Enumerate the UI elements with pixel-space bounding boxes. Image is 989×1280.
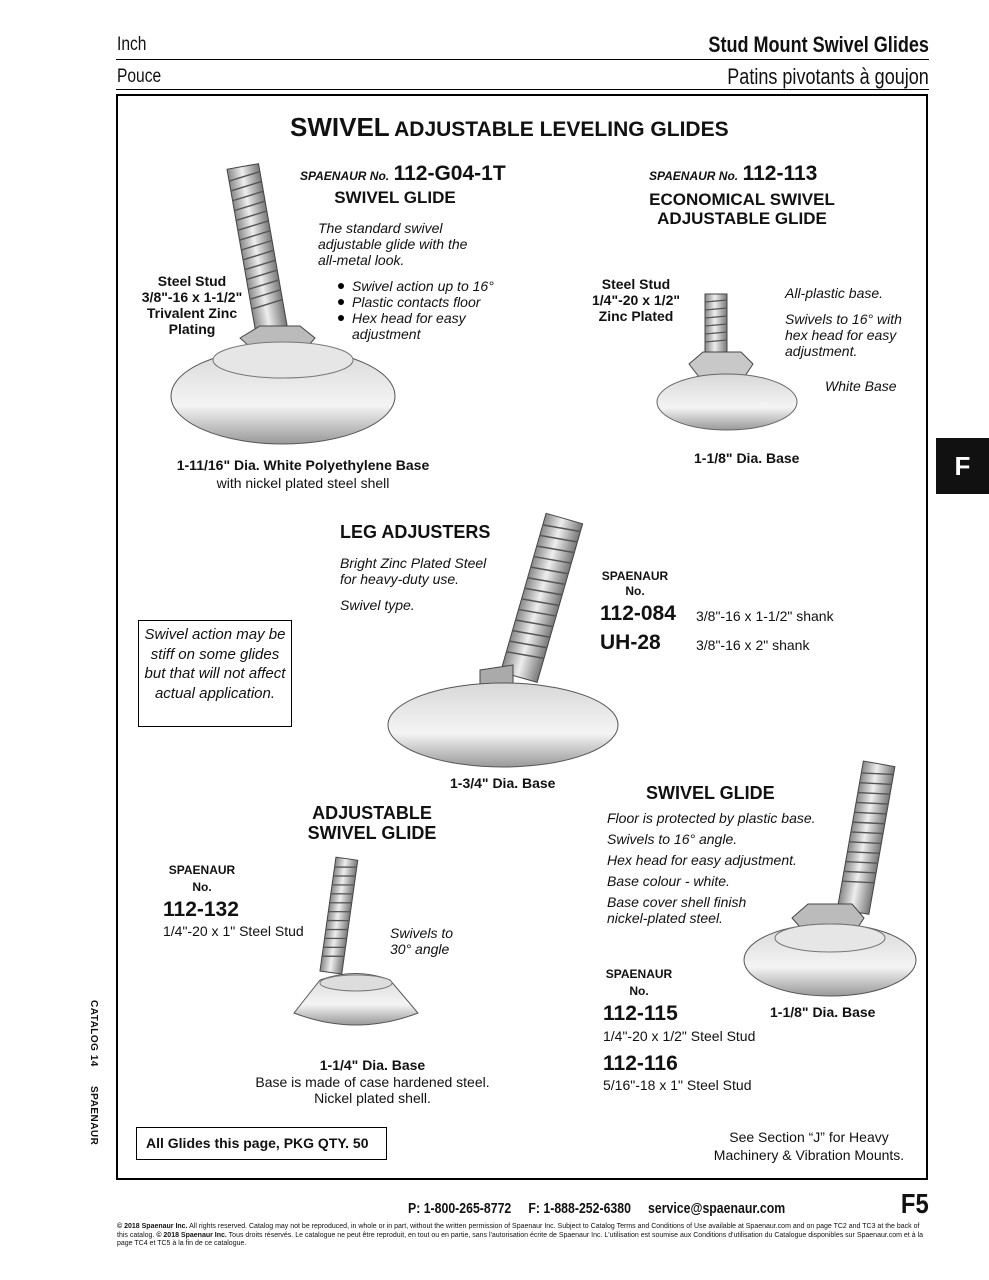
g2-stud-l1: Steel Stud [601,276,671,292]
side-brand-label: SPAENAUR [88,1086,99,1146]
g1-stud-l1: Steel Stud [157,273,227,289]
header-rule-top [116,59,929,60]
see-section-note: See Section “J” for Heavy Machinery & Vibration Mounts. [713,1129,905,1163]
leg-item-spec: 3/8"-16 x 2" shank [696,637,810,653]
sg-feature: Floor is protected by plastic base. [607,810,816,826]
leg-adjuster-image [385,510,625,780]
leg-prefix [596,569,674,599]
leg-base: 1-3/4" Dia. Base [450,775,556,791]
sg-prefix-l1: SPAENAUR [605,967,673,981]
leg-item-spec: 3/8"-16 x 1-1/2" shank [696,608,834,624]
sg-feature: Base colour - white. [607,873,730,889]
adj-spec: 1/4"-20 x 1" Steel Stud [163,923,304,939]
footer-legal [117,1223,932,1249]
footer-contact [408,1200,785,1217]
sg-feature: Base cover shell finish nickel-plated steel. [607,894,747,926]
g1-stud-spec [126,273,258,337]
leg-prefix-l2: No. [625,584,645,598]
g1-base-l1: 1-11/16" Dia. White Polyethylene Base [176,457,430,473]
sg-item-number: 112-116 [603,1052,678,1075]
adjustable-glide-image [290,855,440,1045]
g1-part-number [300,162,506,186]
g2-base: 1-1/8" Dia. Base [694,450,800,466]
g1-feature: Swivel action up to 16° [336,278,516,294]
g2-note2: Swivels to 16° with hex head for easy adjustment. [785,311,902,359]
g2-name [622,190,862,228]
g1-feature: Plastic contacts floor [336,294,516,310]
g1-feature-list [336,278,516,342]
phone-label: P: [408,1200,421,1217]
sg-base: 1-1/8" Dia. Base [770,1004,876,1020]
adj-base-l3: Nickel plated shell. [314,1090,431,1106]
adj-base-l1: 1-1/4" Dia. Base [319,1057,426,1073]
g1-base-info [150,456,456,492]
legal-text: All rights reserved. Catalog may not be reproduced, in whole or in part, without the written permission of Spaenaur Inc. Subject to Catalog Terms and Conditions of Use available at Spaenaur.com and on page TC2 and TC3 at the back of this catalog. [117,1223,920,1239]
adj-swivel-l2: 30° angle [390,941,450,957]
sg-item-number: 112-115 [603,1002,678,1025]
title-part2: ADJUSTABLE LEVELING GLIDES [394,118,729,141]
g1-stud-l3: Trivalent Zinc [146,305,238,321]
g1-feature: Hex head for easy adjustment [336,310,516,342]
page-number: F5 [901,1188,929,1219]
sg-feature: Hex head for easy adjustment. [607,852,797,868]
g2-stud-l2: 1/4"-20 x 1/2" [592,292,680,308]
email-link[interactable]: service@spaenaur.com [648,1200,786,1217]
adj-base-l2: Base is made of case hardened steel. [255,1073,490,1090]
note-box: Swivel action may be stiff on some glides but that will not affect actual application. [138,620,292,727]
leg-desc1: Bright Zinc Plated Steel for heavy-duty use. [340,555,487,587]
adj-title-l1: ADJUSTABLE [312,803,432,823]
g2-name-l2: ADJUSTABLE GLIDE [657,209,827,228]
adj-title [282,803,462,843]
g2-prefix: SPAENAUR No. [649,169,739,183]
leg-item-number: 112-084 [600,602,676,625]
g1-name: SWIVEL GLIDE [334,188,456,207]
sg-feature: Swivels to 16° angle. [607,831,738,847]
header-right-fr: Patins pivotants à goujon [727,64,929,89]
adj-base-info [230,1057,515,1107]
adj-prefix-l2: No. [192,880,212,894]
g2-stud-l3: Zinc Plated [598,308,674,324]
header-right-en: Stud Mount Swivel Glides [708,32,929,57]
swivel-glide-2-image [742,758,922,998]
adj-prefix [163,862,241,896]
sg-prefix [600,966,678,1000]
g2-note1: All-plastic base. [785,285,884,301]
leg-item-number: UH-28 [600,631,661,654]
legal-year: © 2018 Spaenaur Inc. [117,1223,188,1230]
phone-link[interactable]: 1-800-265-8772 [423,1200,512,1217]
g1-number: 112-G04-1T [393,162,506,185]
pkg-qty-box: All Glides this page, PKG QTY. 50 [136,1127,387,1160]
sg-item-spec: 5/16"-18 x 1" Steel Stud [603,1077,752,1093]
leg-title: LEG ADJUSTERS [340,522,491,542]
fax-label: F: [528,1200,540,1217]
page-title [290,112,729,143]
adj-title-l2: SWIVEL GLIDE [307,823,437,843]
g1-base-l2: with nickel plated steel shell [216,475,390,491]
header-left-en: Inch [117,34,147,55]
adj-number: 112-132 [163,898,239,921]
g1-stud-l2: 3/8"-16 x 1-1/2" [141,289,243,305]
section-tab[interactable]: F [936,438,989,494]
fax-number: 1-888-252-6380 [543,1200,631,1217]
sg-title: SWIVEL GLIDE [646,783,775,803]
economical-glide-image [655,290,805,440]
leg-desc2: Swivel type. [340,597,415,613]
g1-stud-l4: Plating [168,321,216,337]
legal-fr-year: © 2018 Spaenaur Inc. [156,1231,227,1239]
adj-prefix-l1: SPAENAUR [168,863,236,877]
legal-fr-text: Tous droits réservés. Le catalogue ne peut être reproduit, en tout ou en partie, sans l'autorisation écrite de Spaenaur Inc. L'utilisation est soumise aux Conditions d'utilisation du Catalogue disponibles sur Spaenaur.com et à la page TC4 et TC5 à la fin de ce catalogue. [117,1231,923,1247]
g2-name-l1: ECONOMICAL SWIVEL [649,190,835,209]
leg-prefix-l1: SPAENAUR [601,569,669,583]
g2-number: 112-113 [742,162,818,185]
side-catalog-label: CATALOG 14 [88,1000,99,1067]
header-left-fr: Pouce [117,66,162,87]
g1-prefix: SPAENAUR No. [300,169,390,183]
g2-part-number [649,162,817,186]
sg-item-spec: 1/4"-20 x 1/2" Steel Stud [603,1028,756,1044]
title-part1: SWIVEL [290,112,390,142]
adj-swivel-l1: Swivels to [390,925,454,941]
g1-description: The standard swivel adjustable glide with the all-metal look. [318,220,468,268]
sg-prefix-l2: No. [629,984,649,998]
g2-note3: White Base [825,378,897,394]
